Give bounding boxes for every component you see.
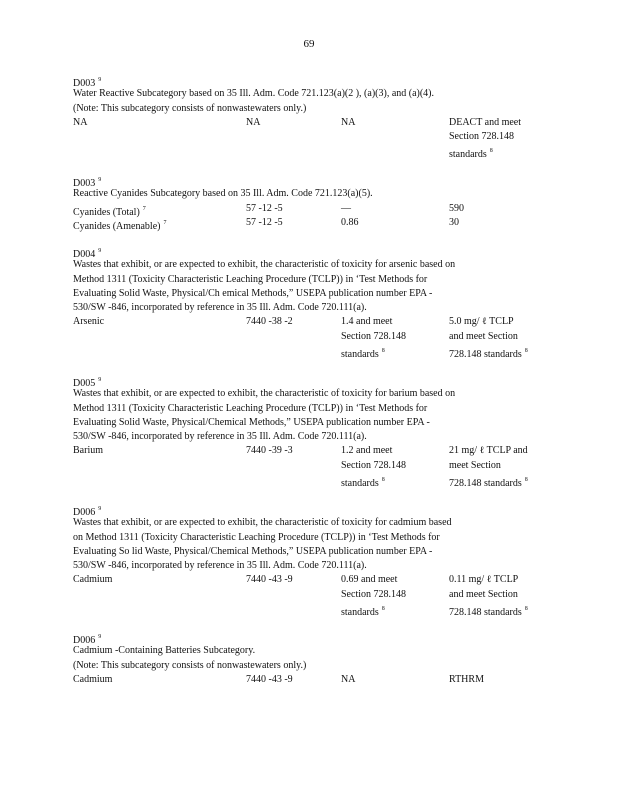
nonwastewater-standard-line [449, 602, 528, 619]
page-number: 69 [303, 38, 315, 50]
cas-number: 57 -12 -5 [246, 202, 283, 214]
table-row [73, 315, 548, 361]
footnote-marker: 9 [98, 506, 102, 512]
section-description-line: Method 1311 (Toxicity Characteristic Leaching Procedure (TCLP)) in ‘Test Methods for [73, 273, 428, 285]
constituent-name [73, 444, 103, 458]
waste-code-section [73, 73, 548, 159]
nonwastewater-standard-text: Section 728.148 [449, 131, 514, 143]
wastewater-standard [341, 116, 355, 130]
nonwastewater-standard-text: 5.0 mg/ ℓ TCLP [449, 316, 514, 328]
constituent-name [73, 315, 104, 329]
waste-code [73, 244, 548, 258]
cas-number: 7440 -43 -9 [246, 673, 293, 685]
footnote-marker: 9 [98, 177, 102, 183]
table-row [73, 202, 548, 216]
table-row [73, 573, 548, 619]
wastewater-standard-line [341, 459, 406, 473]
wastewater-standard-text: standards [341, 349, 379, 361]
wastewater-standard [341, 315, 406, 361]
nonwastewater-standard-text: 728.148 standards [449, 607, 522, 619]
cas-number: 7440 -38 -2 [246, 316, 293, 328]
section-description-line: on Method 1311 (Toxicity Characteristic Leaching Procedure (TCLP)) in ‘Test Methods for [73, 531, 440, 543]
section-description-line: 530/SW -846, incorporated by reference in 35 Ill. Adm. Code 720.111(a). [73, 302, 367, 314]
waste-code-text: D006 [73, 635, 96, 646]
wastewater-standard [341, 216, 359, 230]
table-row [73, 444, 548, 490]
waste-code [73, 73, 548, 87]
nonwastewater-standard-text: 728.148 standards [449, 349, 522, 361]
nonwastewater-standard-text: and meet Section [449, 588, 518, 600]
wastewater-standard-text: NA [341, 673, 356, 685]
constituent-name-text: Cyanides (Amenable) [73, 220, 161, 232]
wastewater-standard-text: standards [341, 478, 379, 490]
waste-code-text: D003 [73, 78, 96, 89]
section-description-line: 530/SW -846, incorporated by reference in 35 Ill. Adm. Code 720.111(a). [73, 431, 367, 443]
footnote-marker: 8 [524, 606, 528, 613]
waste-code [73, 173, 548, 187]
nonwastewater-standard-line [449, 315, 528, 329]
waste-code [73, 373, 548, 387]
nonwastewater-standard [449, 216, 459, 230]
nonwastewater-standard [449, 673, 484, 687]
waste-code-text: D004 [73, 249, 96, 260]
table-row [73, 673, 548, 687]
wastewater-standard-text: Section 728.148 [341, 588, 406, 600]
nonwastewater-standard-line [449, 673, 484, 687]
wastewater-standard-text: 0.86 [341, 216, 359, 228]
wastewater-standard-line [341, 444, 406, 458]
waste-code-text: D006 [73, 507, 96, 518]
waste-code-section [73, 373, 548, 490]
wastewater-standard [341, 202, 351, 216]
nonwastewater-standard-line [449, 444, 528, 458]
wastewater-standard-text: 0.69 and meet [341, 574, 398, 586]
section-description-line: (Note: This subcategory consists of nonwastewaters only.) [73, 102, 307, 114]
nonwastewater-standard-line [449, 202, 464, 216]
nonwastewater-standard [449, 315, 528, 361]
footnote-marker: 9 [98, 634, 102, 640]
waste-code [73, 502, 548, 516]
section-description-line: Evaluating Solid Waste, Physical/Chemical Methods,” USEPA publication number EPA - [73, 416, 430, 428]
wastewater-standard-line [341, 344, 406, 361]
wastewater-standard-line [341, 673, 355, 687]
wastewater-standard-text: Section 728.148 [341, 330, 406, 342]
footnote-marker: 8 [381, 348, 385, 355]
footnote-marker: 9 [98, 377, 102, 383]
nonwastewater-standard-line [449, 344, 528, 361]
wastewater-standard-line [341, 602, 406, 619]
wastewater-standard-text: 1.4 and meet [341, 316, 393, 328]
nonwastewater-standard-text: 728.148 standards [449, 478, 522, 490]
nonwastewater-standard-line [449, 144, 521, 161]
constituent-name-text: Barium [73, 445, 103, 457]
waste-code-section [73, 244, 548, 361]
cas-number: 7440 -43 -9 [246, 574, 293, 586]
nonwastewater-standard-line [449, 130, 521, 144]
footnote-marker: 9 [98, 248, 102, 254]
section-description-line: Cadmium -Containing Batteries Subcategory. [73, 645, 256, 657]
footnote-marker: 7 [142, 205, 146, 212]
constituent-name-text: Cadmium [73, 574, 113, 586]
section-description-line: Wastes that exhibit, or are expected to exhibit, the characteristic of toxicity for barium based on [73, 388, 456, 400]
nonwastewater-standard-text: DEACT and meet [449, 116, 522, 128]
nonwastewater-standard-text: 21 mg/ ℓ TCLP and [449, 445, 528, 457]
waste-code-text: D005 [73, 378, 96, 389]
wastewater-standard [341, 444, 406, 490]
nonwastewater-standard [449, 573, 528, 619]
footnote-marker: 7 [163, 219, 167, 226]
section-description-line: Wastes that exhibit, or are expected to exhibit, the characteristic of toxicity for arsenic based on [73, 259, 456, 271]
wastewater-standard [341, 673, 355, 687]
constituent-name-text: NA [73, 116, 88, 128]
nonwastewater-standard-line [449, 473, 528, 490]
constituent-name-text: Arsenic [73, 316, 105, 328]
footnote-marker: 8 [524, 348, 528, 355]
constituent-name [73, 216, 166, 234]
footnote-marker: 8 [489, 148, 493, 155]
waste-code-section [73, 630, 548, 687]
constituent-name [73, 673, 112, 687]
section-description-line: 530/SW -846, incorporated by reference in 35 Ill. Adm. Code 720.111(a). [73, 560, 367, 572]
section-description-line: Evaluating So lid Waste, Physical/Chemical Methods,” USEPA publication number EPA - [73, 545, 433, 557]
section-description-line: Method 1311 (Toxicity Characteristic Leaching Procedure (TCLP)) in ‘Test Methods for [73, 402, 428, 414]
waste-code-section [73, 173, 548, 230]
nonwastewater-standard-text: meet Section [449, 459, 501, 471]
waste-code-section [73, 502, 548, 619]
nonwastewater-standard-line [449, 330, 528, 344]
wastewater-standard [341, 573, 406, 619]
nonwastewater-standard-line [449, 573, 528, 587]
wastewater-standard-text: standards [341, 607, 379, 619]
table-row [73, 116, 548, 159]
nonwastewater-standard-text: 0.11 mg/ ℓ TCLP [449, 574, 519, 586]
nonwastewater-standard-text: 590 [449, 202, 464, 214]
wastewater-standard-line [341, 315, 406, 329]
cas-number: 57 -12 -5 [246, 216, 283, 228]
waste-code [73, 630, 548, 644]
section-description-line: Evaluating Solid Waste, Physical/Ch emical Methods,” USEPA publication number EPA - [73, 287, 433, 299]
nonwastewater-standard-line [449, 588, 528, 602]
constituent-name [73, 573, 112, 587]
footnote-marker: 8 [381, 477, 385, 484]
wastewater-standard-text: 1.2 and meet [341, 445, 393, 457]
section-description-line: Wastes that exhibit, or are expected to exhibit, the characteristic of toxicity for cadmium based [73, 517, 452, 529]
nonwastewater-standard [449, 202, 464, 216]
wastewater-standard-text: Section 728.148 [341, 459, 406, 471]
section-description-line: Water Reactive Subcategory based on 35 Ill. Adm. Code 721.123(a)(2 ), (a)(3), and (a)(4). [73, 88, 435, 100]
footnote-marker: 8 [524, 477, 528, 484]
constituent-name-text: Cadmium [73, 673, 113, 685]
nonwastewater-standard-line [449, 216, 459, 230]
cas-number: 7440 -39 -3 [246, 445, 293, 457]
wastewater-standard-line [341, 330, 406, 344]
wastewater-standard-line [341, 116, 355, 130]
nonwastewater-standard-text: and meet Section [449, 330, 518, 342]
cas-number: NA [246, 116, 261, 128]
section-description-line: Reactive Cyanides Subcategory based on 35 Ill. Adm. Code 721.123(a)(5). [73, 188, 373, 200]
nonwastewater-standard-line [449, 116, 521, 130]
wastewater-standard-line [341, 202, 351, 216]
waste-code-text: D003 [73, 178, 96, 189]
nonwastewater-standard [449, 444, 528, 490]
nonwastewater-standard-text: standards [449, 149, 487, 161]
nonwastewater-standard-text: 30 [449, 216, 459, 228]
section-description-line: (Note: This subcategory consists of nonwastewaters only.) [73, 659, 307, 671]
wastewater-standard-line [341, 216, 359, 230]
constituent-name [73, 116, 87, 130]
nonwastewater-standard-text: RTHRM [449, 673, 484, 685]
wastewater-standard-text: — [341, 202, 351, 214]
footnote-marker: 8 [381, 606, 385, 613]
wastewater-standard-line [341, 588, 406, 602]
wastewater-standard-text: NA [341, 116, 356, 128]
nonwastewater-standard [449, 116, 521, 159]
wastewater-standard-line [341, 473, 406, 490]
constituent-name-text: Cyanides (Total) [73, 206, 140, 218]
footnote-marker: 9 [98, 77, 102, 83]
nonwastewater-standard-line [449, 459, 528, 473]
wastewater-standard-line [341, 573, 406, 587]
table-row [73, 216, 548, 230]
